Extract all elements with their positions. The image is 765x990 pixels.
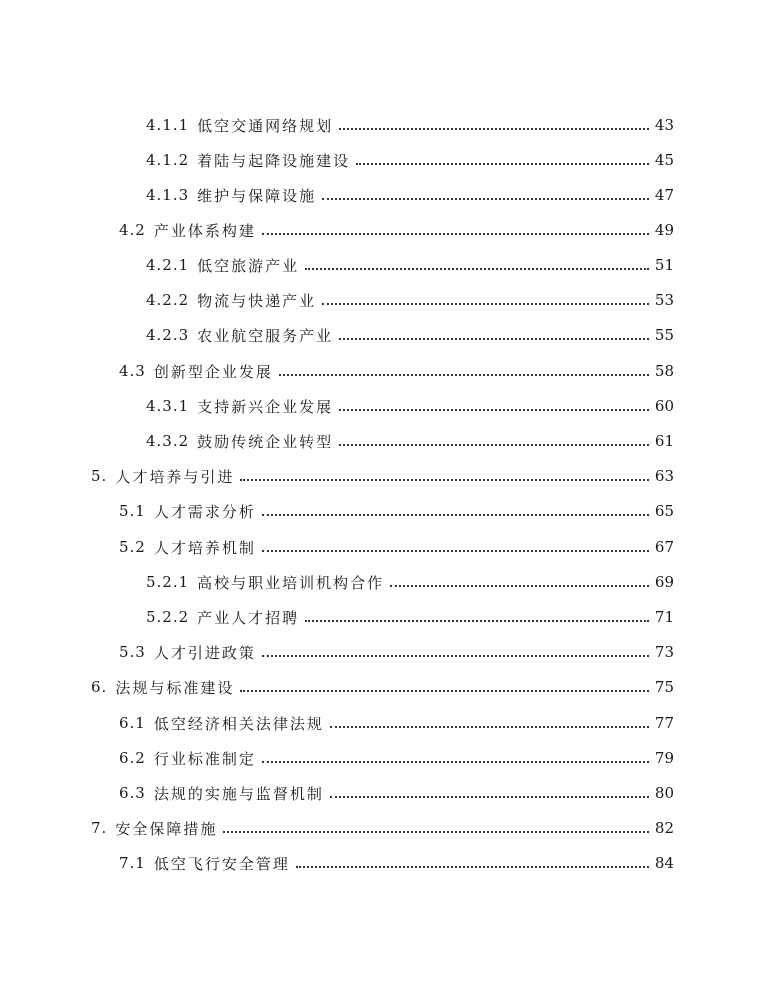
toc-entry-number: 4.1.2 xyxy=(146,151,190,169)
toc-entry-title: 低空交通网络规划 xyxy=(197,116,334,135)
dot-leader xyxy=(339,444,649,446)
toc-entry[interactable] xyxy=(146,289,674,311)
toc-entry-number: 4.2.1 xyxy=(146,256,190,274)
toc-entry[interactable] xyxy=(119,536,674,558)
toc-entry-number: 4.1.3 xyxy=(146,186,190,204)
toc-entry-page: 47 xyxy=(654,186,674,204)
toc-entry[interactable] xyxy=(119,782,674,804)
toc-entry-number: 5.2 xyxy=(119,538,146,556)
toc-entry-title: 支持新兴企业发展 xyxy=(197,397,334,416)
toc-entry-title: 人才培养与引进 xyxy=(115,467,235,486)
dot-leader xyxy=(322,198,649,200)
toc-entry-title: 着陆与起降设施建设 xyxy=(197,151,351,170)
toc-entry-title: 高校与职业培训机构合作 xyxy=(197,573,385,592)
dot-leader xyxy=(262,761,649,763)
toc-entry-page: 58 xyxy=(654,362,674,380)
toc-entry[interactable] xyxy=(119,852,674,874)
toc-entry-title: 产业体系构建 xyxy=(153,221,256,240)
toc-entry[interactable] xyxy=(119,219,674,241)
dot-leader xyxy=(356,163,649,165)
toc-entry-page: 69 xyxy=(654,573,674,591)
toc-entry-title: 产业人才招聘 xyxy=(197,608,300,627)
toc-entry[interactable] xyxy=(146,324,674,346)
toc-entry-page: 77 xyxy=(654,714,674,732)
dot-leader xyxy=(305,268,649,270)
toc-entry-number: 7.1 xyxy=(119,854,146,872)
toc-entry-title: 创新型企业发展 xyxy=(153,362,273,381)
toc-entry-page: 45 xyxy=(654,151,674,169)
toc-entry-page: 53 xyxy=(654,291,674,309)
toc-entry[interactable] xyxy=(119,360,674,382)
toc-entry[interactable] xyxy=(119,500,674,522)
toc-entry[interactable] xyxy=(91,817,674,839)
toc-entry-number: 6. xyxy=(91,678,108,696)
toc-entry-title: 低空飞行安全管理 xyxy=(153,854,290,873)
toc-entry[interactable] xyxy=(146,254,674,276)
toc-entry-page: 79 xyxy=(654,749,674,767)
toc-entry[interactable] xyxy=(91,465,674,487)
toc-entry-title: 安全保障措施 xyxy=(115,819,218,838)
toc-entry-page: 60 xyxy=(654,397,674,415)
toc-entry[interactable] xyxy=(146,184,674,206)
toc-entry-title: 低空经济相关法律法规 xyxy=(153,714,324,733)
toc-entry-page: 82 xyxy=(654,819,674,837)
toc-entry-page: 49 xyxy=(654,221,674,239)
toc-entry-number: 4.1.1 xyxy=(146,116,190,134)
toc-entry[interactable] xyxy=(146,571,674,593)
toc-entry-page: 63 xyxy=(654,467,674,485)
toc-entry-number: 4.2.3 xyxy=(146,326,190,344)
dot-leader xyxy=(262,655,649,657)
toc-entry-number: 4.2.2 xyxy=(146,291,190,309)
toc-entry-number: 4.2 xyxy=(119,221,146,239)
toc-entry-title: 低空旅游产业 xyxy=(197,256,300,275)
toc-entry-page: 80 xyxy=(654,784,674,802)
toc-entry-number: 5. xyxy=(91,467,108,485)
toc-entry-title: 行业标准制定 xyxy=(153,749,256,768)
toc-entry[interactable] xyxy=(146,606,674,628)
toc-entry[interactable] xyxy=(91,676,674,698)
dot-leader xyxy=(240,690,649,692)
toc-entry-title: 鼓励传统企业转型 xyxy=(197,432,334,451)
toc-entry-title: 人才引进政策 xyxy=(153,643,256,662)
toc-entry-number: 6.2 xyxy=(119,749,146,767)
toc-entry-number: 5.1 xyxy=(119,502,146,520)
dot-leader xyxy=(390,585,649,587)
toc-entry-number: 4.3.1 xyxy=(146,397,190,415)
dot-leader xyxy=(223,831,649,833)
dot-leader xyxy=(339,409,649,411)
dot-leader xyxy=(262,550,649,552)
dot-leader xyxy=(339,338,649,340)
toc-entry[interactable] xyxy=(119,641,674,663)
toc-entry-number: 4.3 xyxy=(119,362,146,380)
toc-entry[interactable] xyxy=(119,712,674,734)
dot-leader xyxy=(330,796,649,798)
toc-entry-title: 人才需求分析 xyxy=(153,502,256,521)
toc-entry-title: 法规与标准建设 xyxy=(115,678,235,697)
toc-entry-number: 5.2.2 xyxy=(146,608,190,626)
toc-entry-number: 6.1 xyxy=(119,714,146,732)
toc-entry[interactable] xyxy=(146,114,674,136)
toc-entry-number: 6.3 xyxy=(119,784,146,802)
toc-entry-title: 人才培养机制 xyxy=(153,538,256,557)
toc-entry-page: 71 xyxy=(654,608,674,626)
dot-leader xyxy=(305,620,649,622)
toc-entry-title: 法规的实施与监督机制 xyxy=(153,784,324,803)
toc-entry-page: 43 xyxy=(654,116,674,134)
dot-leader xyxy=(296,866,649,868)
toc-entry-title: 维护与保障设施 xyxy=(197,186,317,205)
toc-entry-page: 84 xyxy=(654,854,674,872)
toc-entry[interactable] xyxy=(119,747,674,769)
toc-entry-page: 67 xyxy=(654,538,674,556)
toc-entry-page: 51 xyxy=(654,256,674,274)
toc-entry-number: 4.3.2 xyxy=(146,432,190,450)
dot-leader xyxy=(279,374,649,376)
dot-leader xyxy=(322,303,649,305)
toc-entry[interactable] xyxy=(146,430,674,452)
toc-entry-page: 73 xyxy=(654,643,674,661)
dot-leader xyxy=(330,726,649,728)
toc-entry-number: 7. xyxy=(91,819,108,837)
dot-leader xyxy=(262,514,649,516)
toc-entry-number: 5.3 xyxy=(119,643,146,661)
toc-entry[interactable] xyxy=(146,395,674,417)
toc-entry-page: 75 xyxy=(654,678,674,696)
dot-leader xyxy=(339,128,649,130)
toc-entry-page: 55 xyxy=(654,326,674,344)
dot-leader xyxy=(262,233,649,235)
toc-entry-title: 农业航空服务产业 xyxy=(197,326,334,345)
dot-leader xyxy=(240,479,649,481)
toc-entry-page: 65 xyxy=(654,502,674,520)
toc-entry-title: 物流与快递产业 xyxy=(197,291,317,310)
toc-entry-number: 5.2.1 xyxy=(146,573,190,591)
toc-entry[interactable] xyxy=(146,149,674,171)
toc-entry-page: 61 xyxy=(654,432,674,450)
